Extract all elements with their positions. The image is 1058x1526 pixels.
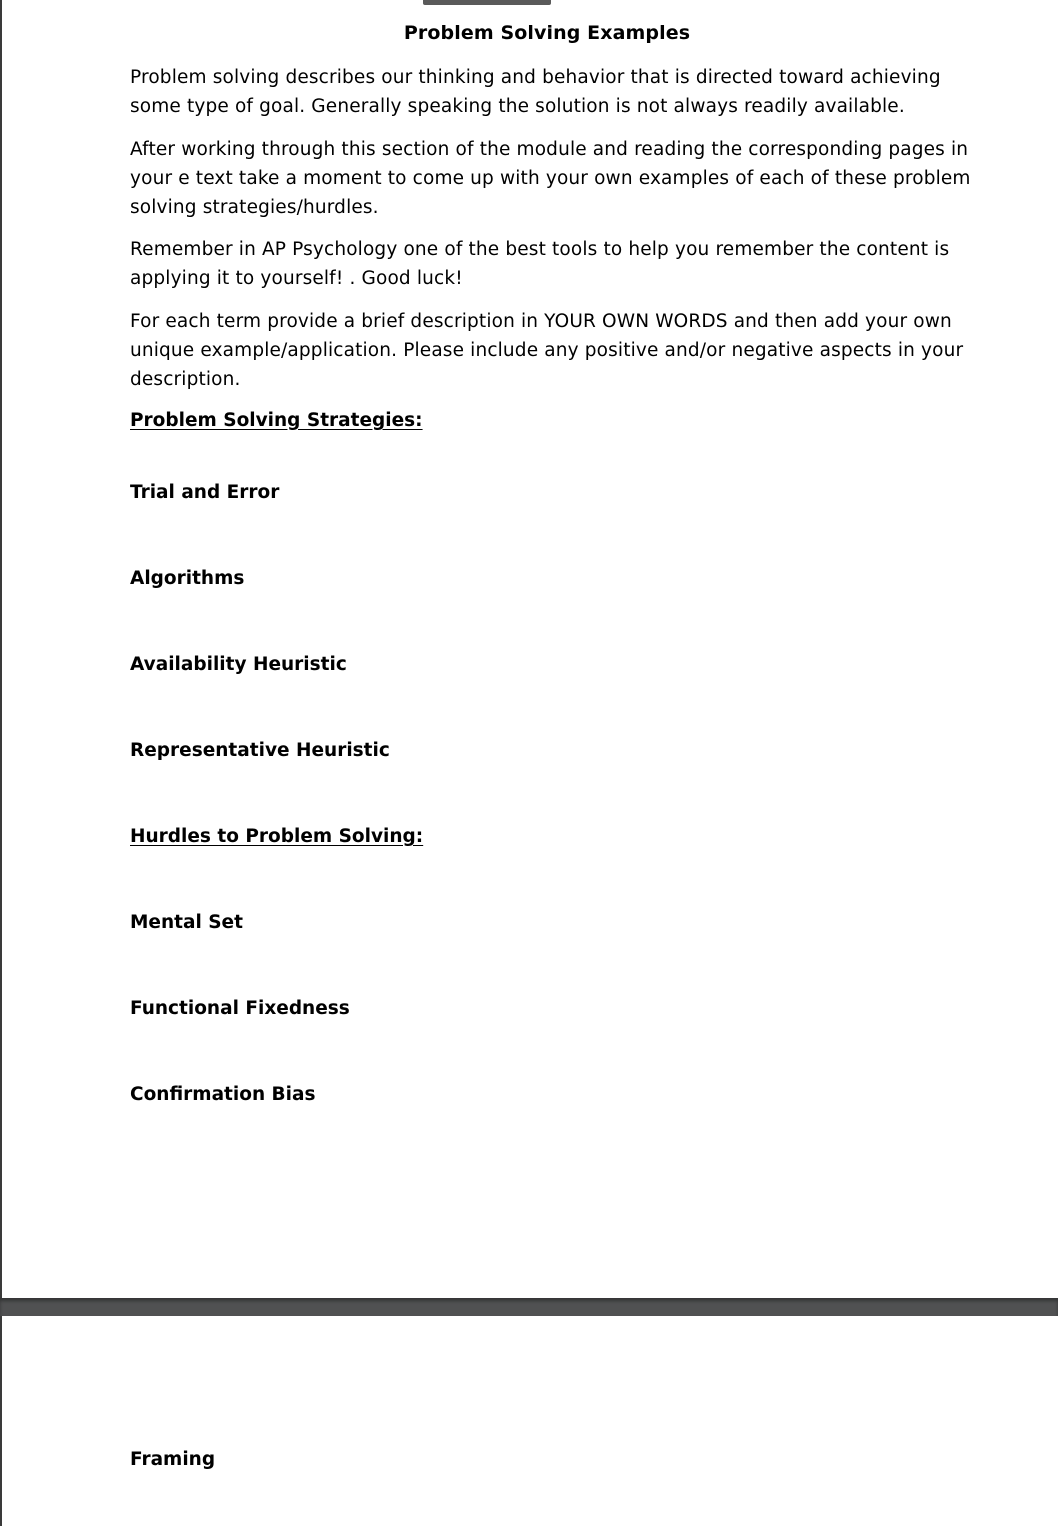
term-representative-heuristic: Representative Heuristic (130, 740, 390, 761)
reminder-paragraph: Remember in AP Psychology one of the best tools to help you remember the content is applying it to yourself! . Good luck! (130, 239, 950, 289)
term-algorithms: Algorithms (130, 568, 245, 589)
intro-paragraph: Problem solving describes our thinking and behavior that is directed toward achieving some type of goal. Generally speaking the solution is not always readily available. (130, 67, 941, 117)
term-confirmation-bias: Confirmation Bias (130, 1084, 316, 1105)
term-mental-set: Mental Set (130, 912, 243, 933)
page-scroll-handle[interactable] (423, 0, 551, 5)
term-framing: Framing (130, 1449, 216, 1470)
document-page-2 (0, 1316, 1058, 1526)
directions-paragraph: For each term provide a brief description in YOUR OWN WORDS and then add your own unique example/application. Please include any positive and/or negative aspects in your description. (130, 311, 964, 390)
document-title: Problem Solving Examples (403, 22, 691, 44)
term-trial-and-error: Trial and Error (130, 482, 280, 503)
hurdles-heading: Hurdles to Problem Solving: (130, 826, 424, 847)
instructions-paragraph: After working through this section of the module and reading the corresponding pages in your e text take a moment to come up with your own examples of each of these problem solving strategies/hurdles. (130, 139, 971, 218)
strategies-heading: Problem Solving Strategies: (130, 410, 423, 431)
page-separator (0, 1298, 1058, 1316)
term-availability-heuristic: Availability Heuristic (130, 654, 347, 675)
term-functional-fixedness: Functional Fixedness (130, 998, 350, 1019)
